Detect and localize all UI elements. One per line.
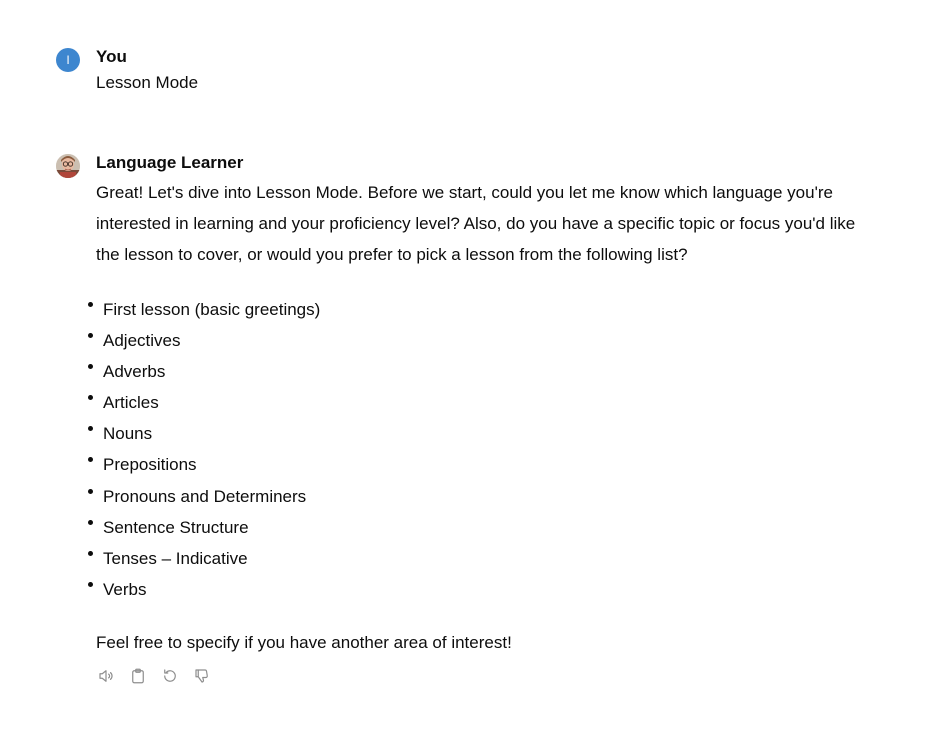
read-aloud-icon bbox=[97, 667, 115, 685]
list-item bbox=[96, 543, 876, 574]
message-actions bbox=[96, 666, 876, 686]
list-item bbox=[96, 356, 876, 387]
copy-icon bbox=[129, 667, 147, 685]
user-message bbox=[56, 46, 876, 98]
lesson-item-label: Prepositions bbox=[103, 455, 197, 475]
thumbs-down-icon bbox=[193, 667, 211, 685]
thumbs-down-button[interactable] bbox=[192, 666, 212, 686]
bullet-icon bbox=[88, 489, 93, 494]
list-item bbox=[96, 418, 876, 449]
list-item bbox=[96, 387, 876, 418]
bullet-icon bbox=[88, 426, 93, 431]
read-aloud-button[interactable] bbox=[96, 666, 116, 686]
lesson-item-label: Verbs bbox=[103, 579, 147, 599]
user-message-text: Lesson Mode bbox=[96, 73, 199, 92]
list-item bbox=[96, 512, 876, 543]
lesson-item-label: Adjectives bbox=[103, 331, 181, 351]
assistant-message bbox=[56, 152, 876, 686]
bullet-icon bbox=[88, 457, 93, 462]
lesson-item-label: Tenses – Indicative bbox=[103, 548, 248, 568]
list-item bbox=[96, 449, 876, 480]
user-avatar: I bbox=[56, 48, 80, 72]
regenerate-icon bbox=[161, 667, 179, 685]
assistant-outro-text: Feel free to specify if you have another area of interest! bbox=[96, 632, 512, 652]
user-message-content bbox=[96, 46, 876, 98]
lesson-item-label: Pronouns and Determiners bbox=[103, 486, 307, 506]
bullet-icon bbox=[88, 551, 93, 556]
list-item bbox=[96, 481, 876, 512]
assistant-avatar bbox=[56, 154, 80, 178]
lesson-item-label: Adverbs bbox=[103, 362, 166, 382]
assistant-message-content bbox=[96, 152, 876, 686]
bullet-icon bbox=[88, 520, 93, 525]
lesson-item-label: Articles bbox=[103, 393, 159, 413]
regenerate-button[interactable] bbox=[160, 666, 180, 686]
list-item bbox=[96, 574, 876, 605]
copy-button[interactable] bbox=[128, 666, 148, 686]
bullet-icon bbox=[88, 302, 93, 307]
bullet-icon bbox=[88, 582, 93, 587]
language-learner-avatar-image bbox=[56, 154, 80, 178]
lesson-item-label: First lesson (basic greetings) bbox=[103, 300, 321, 319]
assistant-author-name: Language Learner bbox=[96, 153, 244, 172]
list-item bbox=[96, 294, 876, 325]
lesson-list bbox=[96, 294, 876, 605]
bullet-icon bbox=[88, 395, 93, 400]
lesson-item-label: Nouns bbox=[103, 424, 153, 444]
bullet-icon bbox=[88, 333, 93, 338]
lesson-item-label: Sentence Structure bbox=[103, 517, 249, 537]
bullet-icon bbox=[88, 364, 93, 369]
assistant-intro-text: Great! Let's dive into Lesson Mode. Before we start, could you let me know which language you're interested in learning and your proficiency level? Also, do you have a specific topic or focus you'd like the lesson to cover, or would you prefer to pick a lesson from the following list? bbox=[96, 183, 856, 264]
list-item bbox=[96, 325, 876, 356]
user-author-name: You bbox=[96, 47, 127, 66]
